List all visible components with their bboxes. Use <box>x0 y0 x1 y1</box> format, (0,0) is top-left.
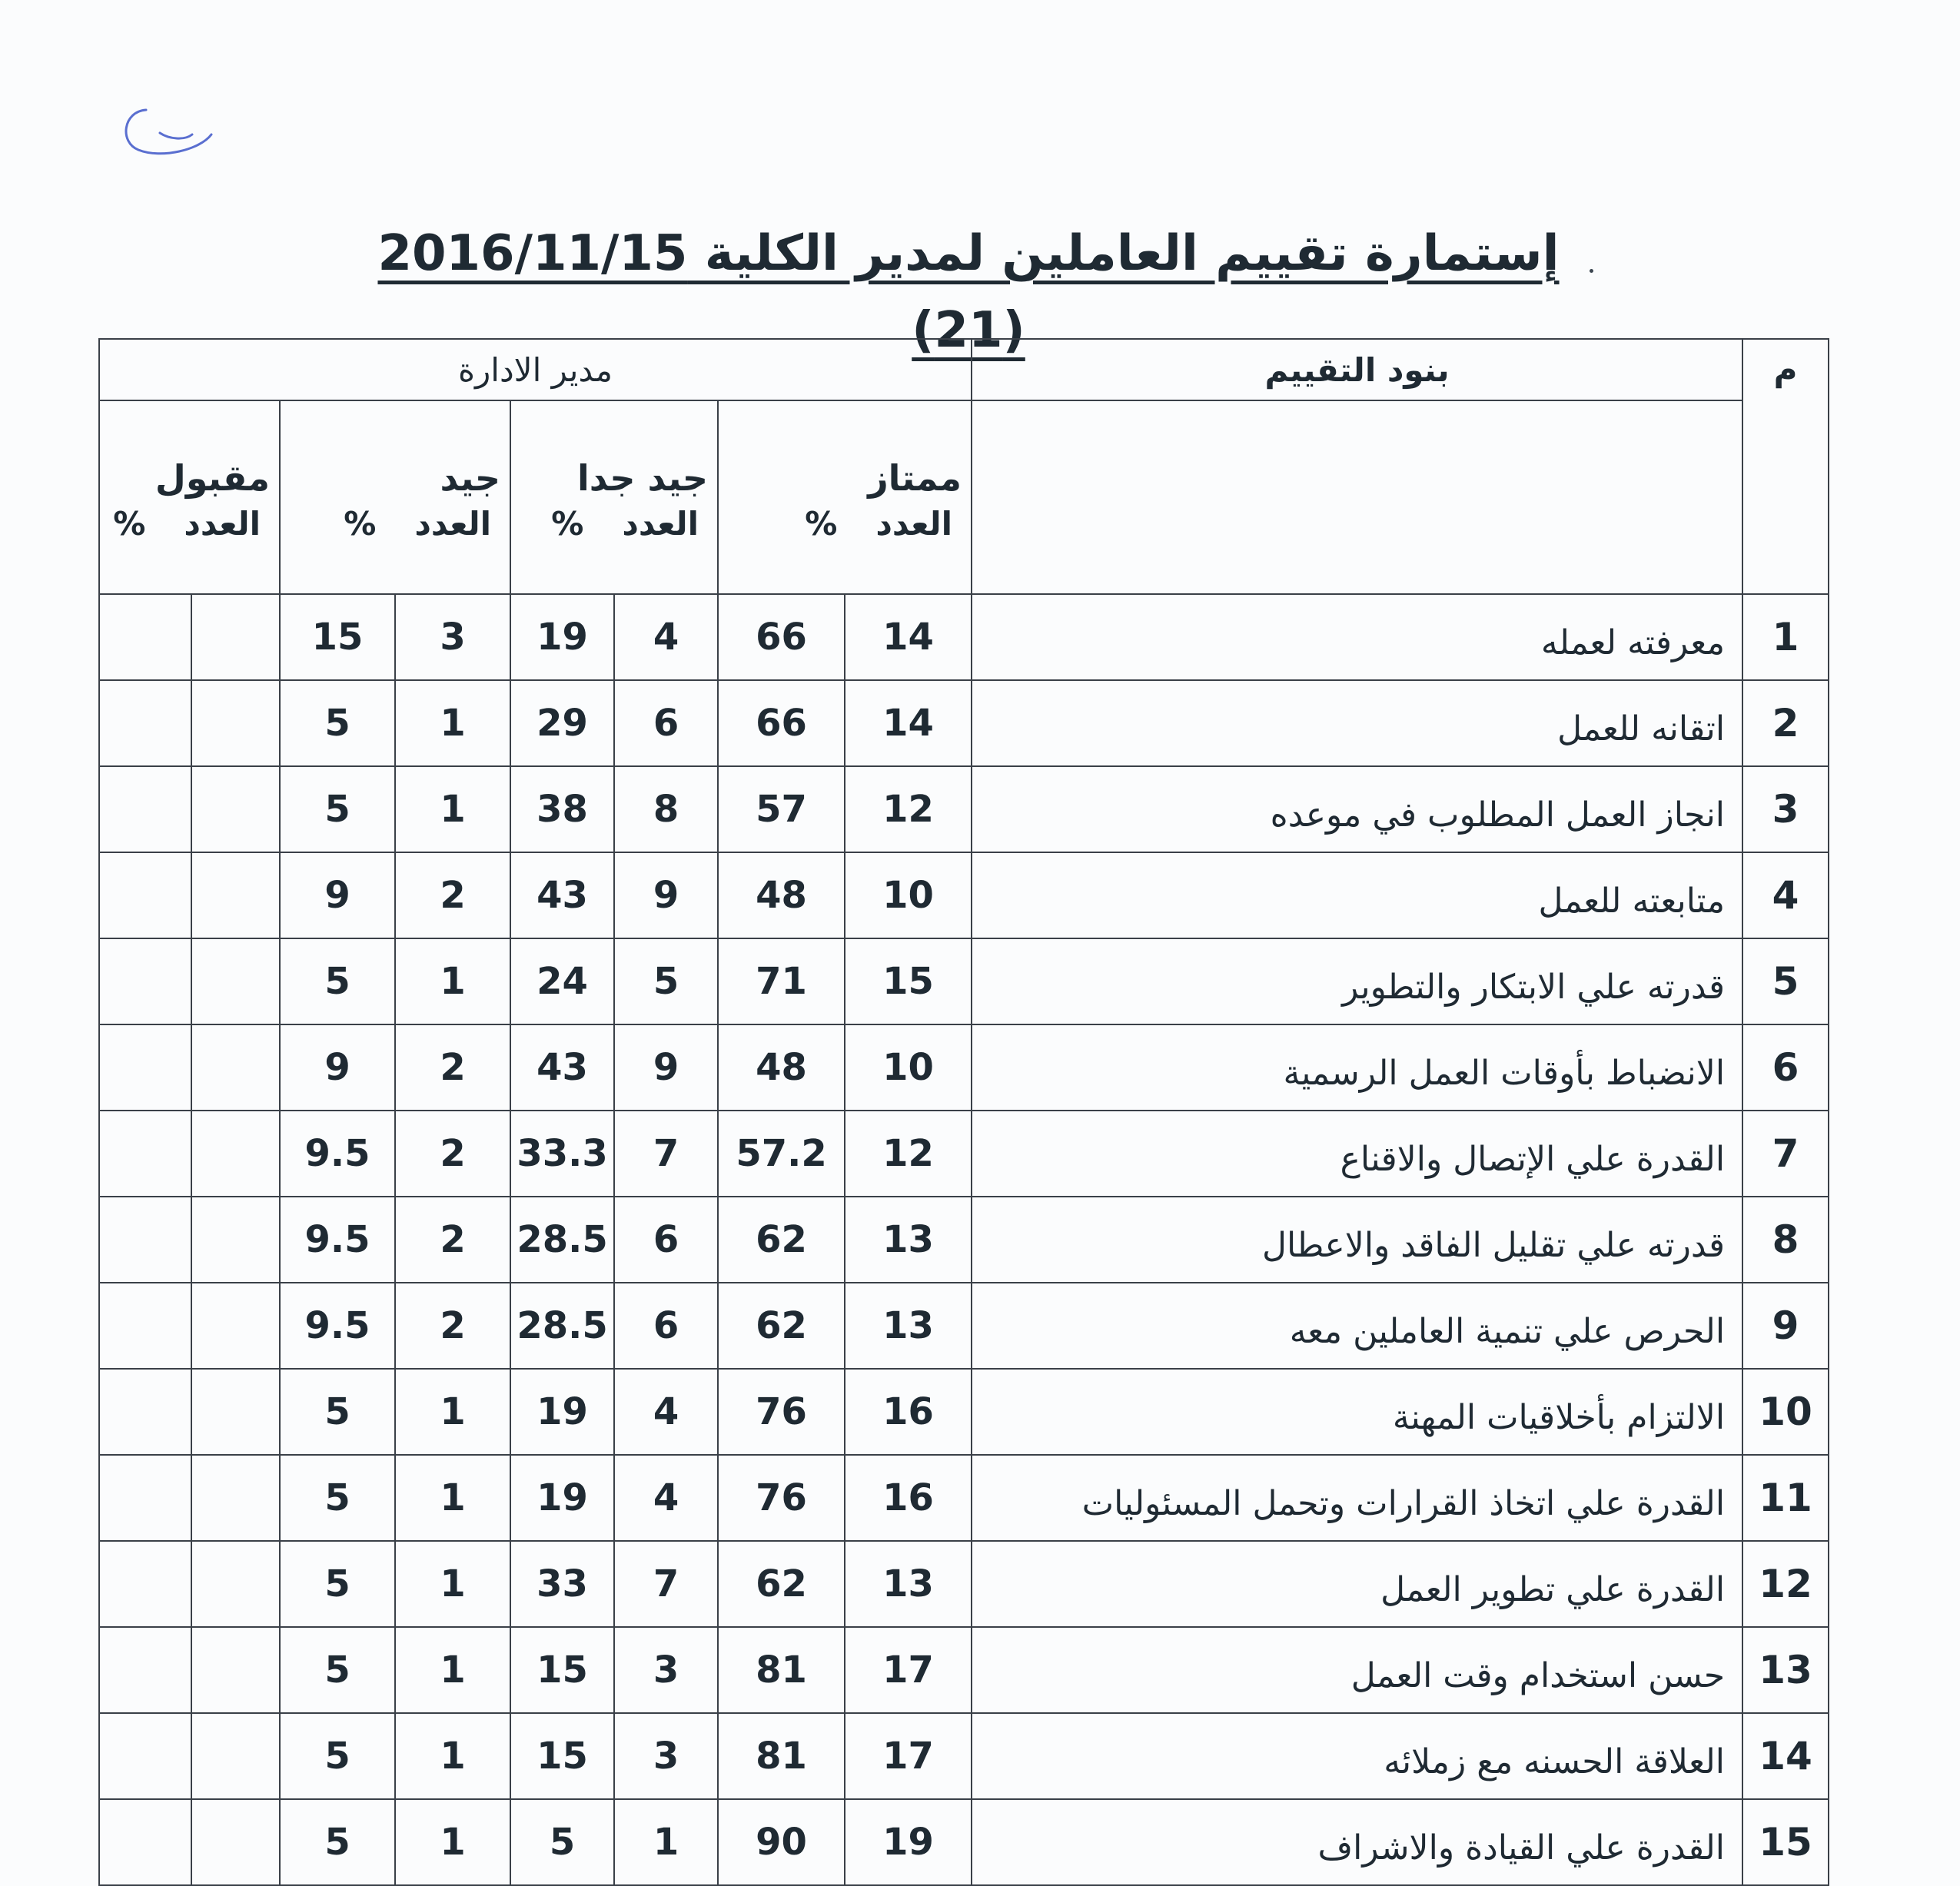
excellent-percent: 48 <box>718 1024 845 1111</box>
table-row <box>99 594 1829 680</box>
excellent-percent: 76 <box>718 1455 845 1541</box>
row-item: قدرته علي تقليل الفاقد والاعطال <box>972 1197 1742 1283</box>
excellent-percent: 90 <box>718 1799 845 1885</box>
excellent-percent: 48 <box>718 852 845 938</box>
excellent-percent: 71 <box>718 938 845 1024</box>
good-percent: 9.5 <box>280 1111 395 1197</box>
excellent-count: 17 <box>845 1713 972 1799</box>
very-good-percent: 38 <box>510 766 614 852</box>
category-excellent <box>718 400 972 594</box>
count-label: العدد <box>184 505 261 543</box>
excellent-percent: 81 <box>718 1627 845 1713</box>
good-percent: 9.5 <box>280 1283 395 1369</box>
very-good-count: 1 <box>614 1799 718 1885</box>
row-index: 10 <box>1742 1369 1829 1455</box>
good-count: 2 <box>395 1024 510 1111</box>
acceptable-percent <box>99 1455 191 1541</box>
row-index: 4 <box>1742 852 1829 938</box>
very-good-percent: 19 <box>510 594 614 680</box>
very-good-count: 9 <box>614 852 718 938</box>
very-good-count: 6 <box>614 1197 718 1283</box>
very-good-count: 9 <box>614 1024 718 1111</box>
acceptable-percent <box>99 1799 191 1885</box>
acceptable-count <box>191 1111 280 1197</box>
good-count: 1 <box>395 1455 510 1541</box>
table-row <box>99 1197 1829 1283</box>
table-row <box>99 1369 1829 1455</box>
category-name: ممتاز <box>868 457 962 499</box>
row-index: 5 <box>1742 938 1829 1024</box>
excellent-count: 14 <box>845 680 972 766</box>
acceptable-percent <box>99 766 191 852</box>
row-item: اتقانه للعمل <box>972 680 1742 766</box>
row-item: معرفته لعمله <box>972 594 1742 680</box>
table-row <box>99 1713 1829 1799</box>
very-good-percent: 5 <box>510 1799 614 1885</box>
table-row <box>99 1024 1829 1111</box>
good-count: 1 <box>395 1541 510 1627</box>
very-good-percent: 24 <box>510 938 614 1024</box>
acceptable-percent <box>99 680 191 766</box>
good-percent: 5 <box>280 1799 395 1885</box>
very-good-percent: 15 <box>510 1713 614 1799</box>
acceptable-percent <box>99 938 191 1024</box>
excellent-count: 13 <box>845 1197 972 1283</box>
excellent-count: 19 <box>845 1799 972 1885</box>
very-good-percent: 43 <box>510 852 614 938</box>
acceptable-percent <box>99 1541 191 1627</box>
very-good-count: 5 <box>614 938 718 1024</box>
very-good-count: 3 <box>614 1713 718 1799</box>
items-subheader-blank <box>972 400 1742 594</box>
table-row <box>99 1799 1829 1885</box>
acceptable-percent <box>99 1283 191 1369</box>
excellent-count: 10 <box>845 852 972 938</box>
acceptable-count <box>191 1283 280 1369</box>
good-percent: 5 <box>280 1455 395 1541</box>
row-index: 9 <box>1742 1283 1829 1369</box>
acceptable-count <box>191 766 280 852</box>
count-label: العدد <box>875 505 953 543</box>
good-count: 1 <box>395 1799 510 1885</box>
row-item: انجاز العمل المطلوب في موعده <box>972 766 1742 852</box>
items-header: بنود التقييم <box>972 339 1742 400</box>
table-body <box>99 594 1829 1885</box>
good-count: 1 <box>395 1713 510 1799</box>
very-good-percent: 19 <box>510 1455 614 1541</box>
very-good-count: 4 <box>614 594 718 680</box>
very-good-count: 7 <box>614 1111 718 1197</box>
very-good-percent: 28.5 <box>510 1283 614 1369</box>
percent-label: % <box>113 505 146 543</box>
table-row <box>99 680 1829 766</box>
very-good-percent: 28.5 <box>510 1197 614 1283</box>
acceptable-percent <box>99 1627 191 1713</box>
acceptable-count <box>191 1627 280 1713</box>
row-index: 8 <box>1742 1197 1829 1283</box>
excellent-percent: 57.2 <box>718 1111 845 1197</box>
row-item: قدرته علي الابتكار والتطوير <box>972 938 1742 1024</box>
row-index: 7 <box>1742 1111 1829 1197</box>
row-index: 2 <box>1742 680 1829 766</box>
category-very-good <box>510 400 718 594</box>
acceptable-count <box>191 594 280 680</box>
row-index: 6 <box>1742 1024 1829 1111</box>
row-index: 12 <box>1742 1541 1829 1627</box>
acceptable-count <box>191 938 280 1024</box>
good-count: 1 <box>395 1369 510 1455</box>
count-label: العدد <box>622 505 699 543</box>
acceptable-percent <box>99 1024 191 1111</box>
excellent-count: 17 <box>845 1627 972 1713</box>
excellent-percent: 62 <box>718 1283 845 1369</box>
acceptable-count <box>191 680 280 766</box>
good-percent: 5 <box>280 766 395 852</box>
very-good-percent: 19 <box>510 1369 614 1455</box>
good-count: 1 <box>395 766 510 852</box>
excellent-count: 16 <box>845 1455 972 1541</box>
excellent-count: 14 <box>845 594 972 680</box>
very-good-percent: 33.3 <box>510 1111 614 1197</box>
table-row <box>99 1111 1829 1197</box>
good-count: 1 <box>395 938 510 1024</box>
excellent-percent: 57 <box>718 766 845 852</box>
very-good-percent: 33 <box>510 1541 614 1627</box>
acceptable-percent <box>99 1197 191 1283</box>
good-percent: 5 <box>280 1713 395 1799</box>
very-good-count: 7 <box>614 1541 718 1627</box>
group-header: مدير الادارة <box>99 339 972 400</box>
row-index: 13 <box>1742 1627 1829 1713</box>
excellent-percent: 62 <box>718 1197 845 1283</box>
good-count: 1 <box>395 680 510 766</box>
excellent-count: 16 <box>845 1369 972 1455</box>
good-percent: 5 <box>280 1369 395 1455</box>
handwritten-mark-icon <box>115 96 223 165</box>
good-percent: 5 <box>280 1627 395 1713</box>
acceptable-percent <box>99 1713 191 1799</box>
good-percent: 5 <box>280 1541 395 1627</box>
percent-label: % <box>805 505 838 543</box>
category-name: جيد جدا <box>577 457 709 499</box>
acceptable-count <box>191 1369 280 1455</box>
excellent-count: 12 <box>845 1111 972 1197</box>
row-item: الانضباط بأوقات العمل الرسمية <box>972 1024 1742 1111</box>
very-good-percent: 15 <box>510 1627 614 1713</box>
good-count: 1 <box>395 1627 510 1713</box>
percent-label: % <box>551 505 584 543</box>
count-label: العدد <box>414 505 492 543</box>
excellent-count: 15 <box>845 938 972 1024</box>
acceptable-percent <box>99 594 191 680</box>
acceptable-count <box>191 852 280 938</box>
acceptable-percent <box>99 1369 191 1455</box>
acceptable-count <box>191 1024 280 1111</box>
excellent-count: 10 <box>845 1024 972 1111</box>
header-row <box>99 339 1829 400</box>
table-row <box>99 1455 1829 1541</box>
table-row <box>99 852 1829 938</box>
category-row <box>99 400 1829 594</box>
table-row <box>99 1541 1829 1627</box>
good-count: 3 <box>395 594 510 680</box>
table-row <box>99 1627 1829 1713</box>
good-count: 2 <box>395 852 510 938</box>
acceptable-count <box>191 1541 280 1627</box>
very-good-count: 3 <box>614 1627 718 1713</box>
row-item: القدرة علي تطوير العمل <box>972 1541 1742 1627</box>
row-item: القدرة علي الإتصال والاقناع <box>972 1111 1742 1197</box>
row-item: العلاقة الحسنه مع زملائه <box>972 1713 1742 1799</box>
row-item: متابعته للعمل <box>972 852 1742 938</box>
very-good-count: 6 <box>614 1283 718 1369</box>
excellent-percent: 66 <box>718 680 845 766</box>
good-percent: 5 <box>280 938 395 1024</box>
very-good-count: 4 <box>614 1455 718 1541</box>
acceptable-count <box>191 1713 280 1799</box>
row-item: حسن استخدام وقت العمل <box>972 1627 1742 1713</box>
excellent-count: 12 <box>845 766 972 852</box>
good-percent: 15 <box>280 594 395 680</box>
good-count: 2 <box>395 1197 510 1283</box>
table-row <box>99 1283 1829 1369</box>
good-percent: 9.5 <box>280 1197 395 1283</box>
excellent-percent: 66 <box>718 594 845 680</box>
good-count: 2 <box>395 1111 510 1197</box>
good-percent: 9 <box>280 1024 395 1111</box>
category-name: جيد <box>440 457 501 499</box>
table-row <box>99 766 1829 852</box>
evaluation-table <box>98 338 1829 1886</box>
acceptable-count <box>191 1799 280 1885</box>
good-count: 2 <box>395 1283 510 1369</box>
acceptable-percent <box>99 852 191 938</box>
acceptable-count <box>191 1455 280 1541</box>
acceptable-percent <box>99 1111 191 1197</box>
very-good-count: 4 <box>614 1369 718 1455</box>
acceptable-count <box>191 1197 280 1283</box>
percent-label: % <box>344 505 377 543</box>
very-good-count: 8 <box>614 766 718 852</box>
row-item: القدرة علي اتخاذ القرارات وتحمل المسئوليات <box>972 1455 1742 1541</box>
row-index: 15 <box>1742 1799 1829 1885</box>
good-percent: 5 <box>280 680 395 766</box>
table-row <box>99 938 1829 1024</box>
category-name: مقبول <box>154 457 271 499</box>
category-acceptable <box>99 400 280 594</box>
index-header: م <box>1742 339 1829 594</box>
category-good <box>280 400 510 594</box>
row-index: 11 <box>1742 1455 1829 1541</box>
excellent-count: 13 <box>845 1283 972 1369</box>
row-index: 1 <box>1742 594 1829 680</box>
row-index: 3 <box>1742 766 1829 852</box>
excellent-percent: 81 <box>718 1713 845 1799</box>
very-good-percent: 29 <box>510 680 614 766</box>
row-index: 14 <box>1742 1713 1829 1799</box>
good-percent: 9 <box>280 852 395 938</box>
row-item: الالتزام بأخلاقيات المهنة <box>972 1369 1742 1455</box>
excellent-percent: 62 <box>718 1541 845 1627</box>
page-title: إستمارة تقييم العاملين لمدير الكلية 2016/11/15 (21) <box>377 225 1560 359</box>
very-good-count: 6 <box>614 680 718 766</box>
very-good-percent: 43 <box>510 1024 614 1111</box>
excellent-percent: 76 <box>718 1369 845 1455</box>
row-item: القدرة علي القيادة والاشراف <box>972 1799 1742 1885</box>
row-item: الحرص علي تنمية العاملين معه <box>972 1283 1742 1369</box>
excellent-count: 13 <box>845 1541 972 1627</box>
